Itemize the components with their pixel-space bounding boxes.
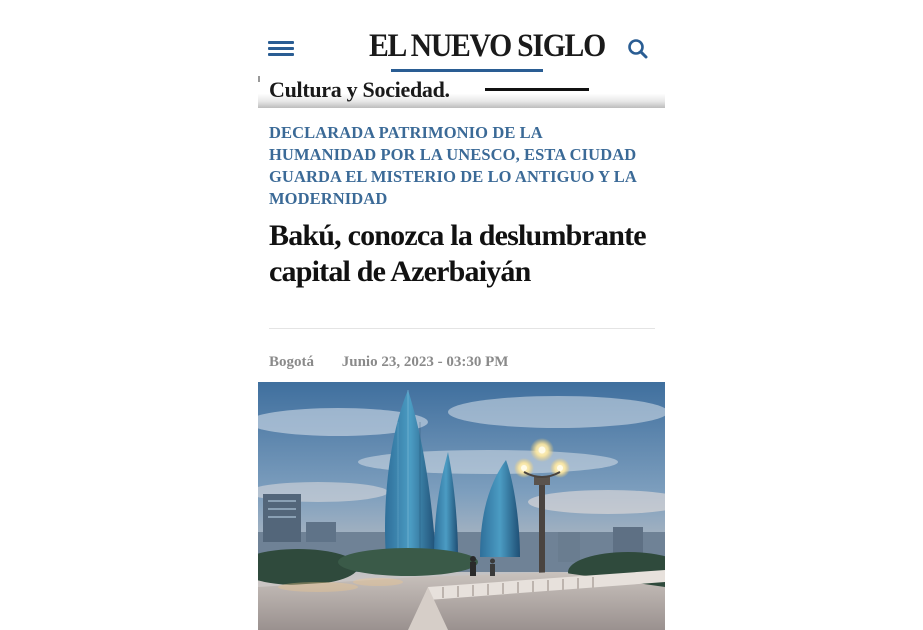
search-icon[interactable] — [626, 37, 650, 61]
section-bar — [258, 76, 665, 108]
section-marker — [258, 76, 260, 82]
article-city: Bogotá — [269, 354, 314, 370]
site-header — [258, 20, 665, 76]
hamburger-menu-icon[interactable] — [268, 39, 294, 59]
section-title[interactable]: Cultura y Sociedad. — [269, 77, 450, 102]
article-date: Junio 23, 2023 - 03:30 PM — [341, 354, 509, 370]
mobile-viewport — [258, 20, 665, 630]
headline-divider — [269, 328, 655, 329]
article-meta — [269, 353, 508, 371]
logo-underline — [391, 69, 543, 72]
article-kicker: DECLARADA PATRIMONIO DE LA HUMANIDAD POR LA UNESCO, ESTA CIUDAD GUARDA EL MISTERIO DE LO ANTIGUO Y LA MODERNIDAD — [269, 123, 637, 208]
article-headline: Bakú, conozca la deslumbrante capital de Azerbaiyán — [269, 219, 646, 288]
site-logo[interactable]: EL NUEVO SIGLO — [369, 28, 605, 64]
section-rule — [485, 88, 589, 91]
article-hero-image[interactable] — [258, 382, 665, 630]
